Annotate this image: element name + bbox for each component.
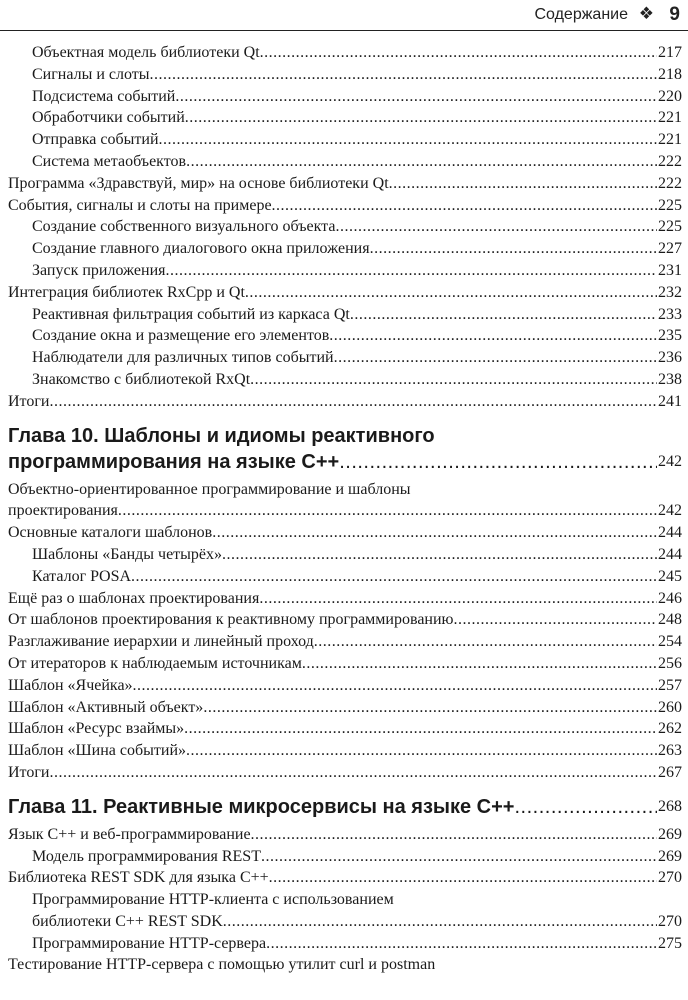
toc-entry-page: 231 <box>658 261 682 279</box>
toc-entry[interactable] <box>8 347 682 369</box>
leader-dots <box>339 449 657 475</box>
leader-dots <box>131 566 657 588</box>
toc-entry-title: Шаблон «Шина событий» <box>8 742 187 760</box>
toc-entry-title: События, сигналы и слоты на примере <box>8 196 272 214</box>
toc-entry-title: Отправка событий <box>32 131 159 149</box>
toc-entry[interactable] <box>8 260 682 282</box>
leader-dots <box>266 933 657 955</box>
toc-entry[interactable] <box>8 238 682 260</box>
toc-entry[interactable] <box>8 173 682 195</box>
leader-dots <box>454 609 657 631</box>
toc-entry[interactable] <box>8 566 682 588</box>
toc-entry-page: 221 <box>658 109 682 127</box>
toc-entry-title-line2: проектирования <box>8 502 118 520</box>
toc-entry[interactable] <box>8 824 682 846</box>
leader-dots <box>245 282 657 304</box>
toc-entry[interactable] <box>8 588 682 610</box>
toc-entry-page: 218 <box>658 65 682 83</box>
toc-entry-title: Основные каталоги шаблонов <box>8 524 213 542</box>
leader-dots <box>133 675 657 697</box>
toc-entry-title: Шаблоны «Банды четырёх» <box>32 545 223 563</box>
toc-section-ch10 <box>8 522 682 784</box>
toc-entry-title: Интеграция библиотек RxCpp и Qt <box>8 283 245 301</box>
toc-entry-title: От итераторов к наблюдаемым источникам <box>8 654 302 672</box>
leader-dots <box>514 794 657 820</box>
leader-dots <box>118 500 657 522</box>
toc-entry-title: Шаблон «Ячейка» <box>8 676 133 694</box>
toc-entry-page: 244 <box>658 524 682 542</box>
leader-dots <box>175 86 657 108</box>
toc-entry-page: 260 <box>658 698 682 716</box>
leader-dots <box>222 544 657 566</box>
table-of-contents <box>8 42 682 976</box>
leader-dots <box>335 216 657 238</box>
toc-entry-title: Создание собственного визуального объекта <box>32 218 336 236</box>
toc-entry-page: 257 <box>658 676 682 694</box>
toc-entry-page: 221 <box>658 131 682 149</box>
toc-entry[interactable] <box>8 631 682 653</box>
leader-dots <box>159 129 657 151</box>
toc-entry-page: 225 <box>658 218 682 236</box>
toc-entry-title: Тестирование HTTP-сервера с помощью утилит curl и postman <box>8 956 436 974</box>
chapter-11-heading[interactable] <box>8 794 682 820</box>
toc-entry-page: 241 <box>658 392 682 410</box>
leader-dots <box>389 173 657 195</box>
toc-entry-page: 235 <box>658 327 682 345</box>
toc-entry-page: 222 <box>658 174 682 192</box>
toc-entry-page: 267 <box>658 763 682 781</box>
leader-dots <box>329 325 657 347</box>
chapter-10-heading[interactable] <box>8 423 682 475</box>
toc-entry-page: 263 <box>658 742 682 760</box>
toc-entry-page: 275 <box>658 934 682 952</box>
toc-entry[interactable] <box>8 107 682 129</box>
toc-entry[interactable] <box>8 86 682 108</box>
toc-entry[interactable] <box>8 391 682 413</box>
leader-dots <box>186 740 657 762</box>
toc-entry[interactable] <box>8 195 682 217</box>
toc-entry-title: Запуск приложения <box>32 261 166 279</box>
toc-entry-title: Реактивная фильтрация событий из каркаса Qt <box>32 305 350 323</box>
toc-entry[interactable] <box>8 522 682 544</box>
toc-entry-title: Наблюдатели для различных типов событий <box>32 349 334 367</box>
leader-dots <box>260 42 657 64</box>
toc-entry-title-line1: Программирование HTTP-клиента с использованием <box>32 891 394 909</box>
leader-dots <box>184 718 657 740</box>
toc-entry[interactable] <box>8 954 682 976</box>
toc-entry-title: Итоги <box>8 392 50 410</box>
leader-dots <box>250 369 657 391</box>
toc-entry-title: Обработчики событий <box>32 109 185 127</box>
toc-entry[interactable] <box>8 304 682 326</box>
leader-dots <box>269 867 657 889</box>
toc-entry-title: Программа «Здравствуй, мир» на основе библиотеки Qt <box>8 174 389 192</box>
toc-entry[interactable] <box>8 609 682 631</box>
toc-entry-page: 269 <box>658 825 682 843</box>
toc-entry-page: 245 <box>658 567 682 585</box>
toc-entry[interactable] <box>8 697 682 719</box>
toc-entry-title: Создание главного диалогового окна приложения <box>32 240 370 258</box>
toc-entry-title: Создание окна и размещение его элементов <box>32 327 330 345</box>
leader-dots <box>165 260 657 282</box>
leader-dots <box>259 588 657 610</box>
toc-entry-title: Объектная модель библиотеки Qt <box>32 44 260 61</box>
toc-entry-title: Знакомство с библиотекой RxQt <box>32 370 251 388</box>
toc-entry-page: 225 <box>658 196 682 214</box>
toc-entry-page: 248 <box>658 611 682 629</box>
leader-dots <box>150 64 657 86</box>
toc-entry-page: 256 <box>658 654 682 672</box>
chapter-11-page: 268 <box>658 797 682 815</box>
leader-dots <box>370 238 657 260</box>
toc-section-ch11 <box>8 824 682 889</box>
toc-entry-page: 254 <box>658 633 682 651</box>
toc-entry-title: Каталог POSA <box>32 567 132 585</box>
leader-dots <box>203 697 657 719</box>
toc-entry[interactable] <box>8 216 682 238</box>
toc-entry-page: 270 <box>658 912 682 930</box>
toc-entry[interactable] <box>8 740 682 762</box>
toc-entry-title: Шаблон «Активный объект» <box>8 698 204 716</box>
toc-entry-title: Библиотека REST SDK для языка C++ <box>8 869 269 887</box>
leader-dots <box>212 522 657 544</box>
leader-dots <box>186 151 657 173</box>
toc-entry-title: Подсистема событий <box>32 87 176 105</box>
toc-entry[interactable] <box>8 889 682 933</box>
leader-dots <box>302 653 657 675</box>
chapter-10-title-line2: программирования на языке C++ <box>8 450 340 473</box>
leader-dots <box>350 304 657 326</box>
chapter-10-page: 242 <box>658 452 682 470</box>
toc-entry-page: 246 <box>658 589 682 607</box>
toc-entry-page: 227 <box>658 240 682 258</box>
toc-entry[interactable] <box>8 479 682 523</box>
toc-entry-title: Сигналы и слоты <box>32 65 150 83</box>
chapter-11-title: Глава 11. Реактивные микросервисы на языке C++ <box>8 795 515 818</box>
toc-section-ch11-end <box>8 933 682 977</box>
toc-entry-title: Система метаобъектов <box>32 152 187 170</box>
toc-entry-page: 269 <box>658 847 682 865</box>
toc-entry-title: Модель программирования REST <box>32 847 261 865</box>
leader-dots <box>334 347 657 369</box>
toc-entry[interactable] <box>8 282 682 304</box>
toc-entry[interactable] <box>8 867 682 889</box>
leader-dots <box>223 911 657 933</box>
chapter-10-title-line1: Глава 10. Шаблоны и идиомы реактивного <box>8 424 435 447</box>
leader-dots <box>261 846 657 868</box>
toc-entry-page: 238 <box>658 370 682 388</box>
toc-entry[interactable] <box>8 718 682 740</box>
toc-entry-title-line2: библиотеки C++ REST SDK <box>32 912 223 930</box>
page-number: 9 <box>669 4 680 25</box>
running-header <box>0 0 688 31</box>
toc-entry[interactable] <box>8 846 682 868</box>
running-header-title: Содержание <box>534 6 628 23</box>
toc-entry-title: От шаблонов проектирования к реактивному программированию <box>8 611 454 629</box>
toc-entry-title: Итоги <box>8 763 50 781</box>
toc-entry-title: Ещё раз о шаблонах проектирования <box>8 589 260 607</box>
toc-entry-title: Разглаживание иерархии и линейный проход <box>8 633 314 651</box>
leader-dots <box>49 391 657 413</box>
toc-entry-page: 222 <box>658 152 682 170</box>
leader-dots <box>49 762 657 784</box>
diamond-ornament-icon: ❖ <box>638 4 654 23</box>
toc-entry[interactable] <box>8 544 682 566</box>
toc-entry[interactable] <box>8 64 682 86</box>
toc-entry-page: 242 <box>658 502 682 520</box>
toc-entry-page: 262 <box>658 720 682 738</box>
toc-entry-title-line1: Объектно-ориентированное программирование и шаблоны <box>8 480 411 498</box>
toc-entry[interactable] <box>8 675 682 697</box>
toc-entry[interactable] <box>8 151 682 173</box>
leader-dots <box>314 631 657 653</box>
toc-entry-title: Язык C++ и веб-программирование <box>8 825 251 843</box>
toc-entry-page: 270 <box>658 869 682 887</box>
toc-entry-page: 232 <box>658 283 682 301</box>
toc-entry-page: 220 <box>658 87 682 105</box>
toc-entry[interactable] <box>8 653 682 675</box>
toc-entry[interactable] <box>8 933 682 955</box>
toc-entry[interactable] <box>8 762 682 784</box>
toc-entry-page: 236 <box>658 349 682 367</box>
toc-entry-page: 233 <box>658 305 682 323</box>
toc-entry[interactable] <box>8 325 682 347</box>
leader-dots <box>185 107 657 129</box>
toc-entry-page: 217 <box>658 44 682 61</box>
toc-section-ch9-continued <box>8 42 682 413</box>
leader-dots <box>272 195 657 217</box>
toc-entry-page: 244 <box>658 545 682 563</box>
toc-entry[interactable] <box>8 369 682 391</box>
toc-entry[interactable] <box>8 129 682 151</box>
leader-dots <box>251 824 657 846</box>
toc-entry[interactable] <box>8 42 682 64</box>
toc-entry-title: Шаблон «Ресурс взаймы» <box>8 720 185 738</box>
toc-entry-title: Программирование HTTP-сервера <box>32 934 267 952</box>
